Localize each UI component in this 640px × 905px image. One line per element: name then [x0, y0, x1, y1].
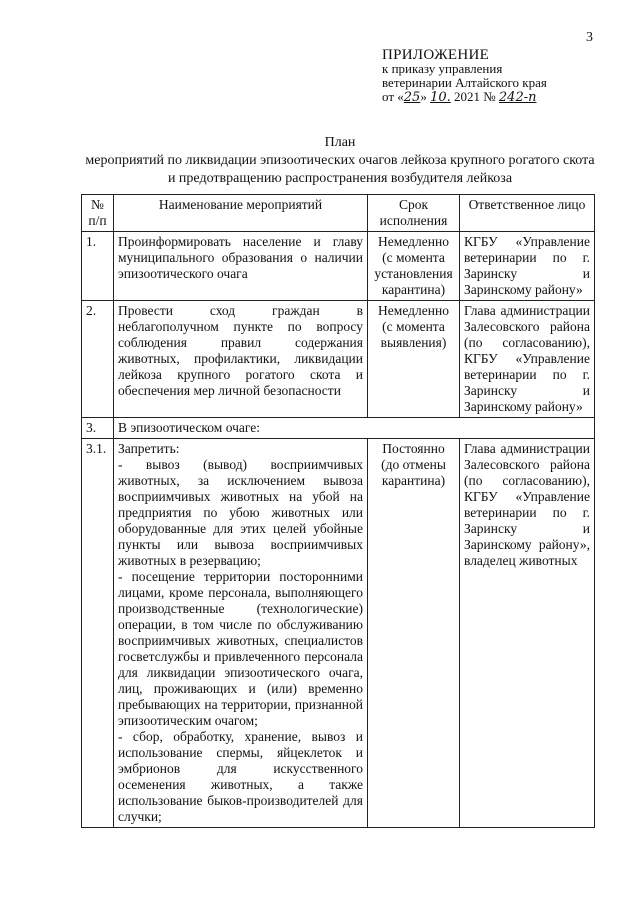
title-line-2: мероприятий по ликвидации эпизоотических очагов лейкоза крупного рогатого скота	[85, 153, 595, 168]
date-day: 25	[403, 90, 421, 105]
date-prefix: от «	[382, 89, 404, 104]
row-section-heading: В эпизоотическом очаге:	[114, 418, 595, 439]
appendix-block	[382, 48, 547, 105]
title-line-1: План	[324, 135, 356, 150]
header-responsible: Ответственное лицо	[460, 195, 595, 232]
row-term: Немедленно (с момента установления карантина)	[368, 232, 460, 301]
action-line: - посещение территории посторонними лицами, кроме персонала, выполняющего производственные (технологические) операции, в том числе по обслуживанию восприимчивых животных, специалистов госветслужбы и привлеченного персонала для ликвидации эпизоотического очага, лиц, проживающих и (или) временно пребывающих на территории, признанной эпизоотическим очагом;	[118, 569, 363, 728]
table-row	[82, 301, 595, 418]
row-number: 3.	[82, 418, 114, 439]
action-line: Запретить:	[118, 441, 180, 456]
action-line: - вывоз (вывод) восприимчивых животных, за исключением вывоза восприимчивых животных на убой на предприятия по убою животных или оборудованные для этих целей убойные пункты или вывоза восприимчивых животных в резервацию;	[118, 457, 363, 568]
row-responsible: КГБУ «Управление ветеринарии по г. Заринску и Заринскому району»	[460, 232, 595, 301]
document-title	[60, 134, 620, 188]
appendix-date-line	[382, 90, 547, 105]
header-num: № п/п	[82, 195, 114, 232]
row-term: Немедленно (с момента выявления)	[368, 301, 460, 418]
appendix-heading: ПРИЛОЖЕНИЕ	[382, 47, 490, 63]
row-responsible: Глава администрации Залесовского района (по согласованию), КГБУ «Управление ветеринарии по г. Заринску и Заринскому району»	[460, 301, 595, 418]
order-number: 242-п	[498, 90, 537, 105]
table-row	[82, 439, 595, 828]
table-header-row	[82, 195, 595, 232]
header-action: Наименование мероприятий	[114, 195, 368, 232]
date-mid: »	[420, 89, 431, 104]
appendix-line-2: ветеринарии Алтайского края	[382, 75, 547, 90]
date-month: 10.	[430, 90, 451, 105]
table-row	[82, 418, 595, 439]
title-line-3: и предотвращению распространения возбудителя лейкоза	[167, 171, 513, 186]
header-term: Срок исполнения	[368, 195, 460, 232]
row-responsible: Глава администрации Залесовского района (по согласованию), КГБУ «Управление ветеринарии по г. Заринску и Заринскому району», владелец животных	[460, 439, 595, 828]
row-number: 1.	[82, 232, 114, 301]
row-action: Проинформировать население и главу муниципального образования о наличии эпизоотического очага	[114, 232, 368, 301]
row-action: Провести сход граждан в неблагополучном пункте по вопросу соблюдения правил содержания животных, профилактики, ликвидации лейкоза крупного рогатого скота и обеспечения мер личной безопасности	[114, 301, 368, 418]
action-line: - сбор, обработку, хранение, вывоз и использование спермы, яйцеклеток и эмбрионов для искусственного осеменения животных, а также использование быков-производителей для случки;	[118, 729, 363, 824]
page-number: 3	[586, 30, 593, 45]
row-term: Постоянно (до отмены карантина)	[368, 439, 460, 828]
row-number: 3.1.	[82, 439, 114, 828]
row-number: 2.	[82, 301, 114, 418]
plan-table	[81, 194, 595, 828]
row-action	[114, 439, 368, 828]
date-year: 2021 №	[450, 89, 499, 104]
table-row	[82, 232, 595, 301]
appendix-line-1: к приказу управления	[382, 61, 503, 76]
